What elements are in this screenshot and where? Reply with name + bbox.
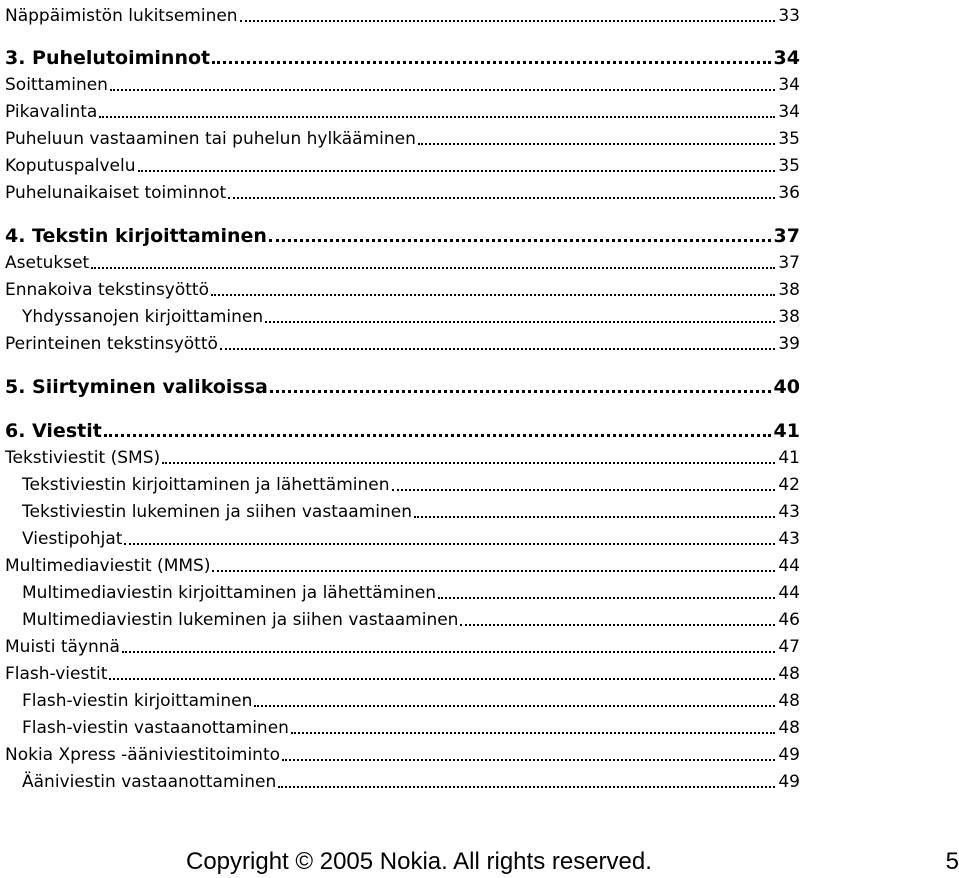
toc-entry-label: Puhelunaikaiset toiminnot xyxy=(5,183,227,203)
toc-entry-label: Ääniviestin vastaanottaminen xyxy=(22,772,277,792)
toc-page-number: 36 xyxy=(778,183,800,203)
toc-page-number: 48 xyxy=(778,664,800,684)
toc-page-number: 49 xyxy=(778,745,800,765)
dot-leader xyxy=(138,170,775,172)
dot-leader xyxy=(212,570,775,572)
toc-entry-label: Muisti täynnä xyxy=(5,637,120,657)
toc-page-number: 38 xyxy=(778,307,800,327)
toc-entry-label: Flash-viestin vastaanottaminen xyxy=(22,718,289,738)
toc-entry-label: Puheluun vastaaminen tai puhelun hylkääminen xyxy=(5,129,416,149)
toc-page-number: 47 xyxy=(778,637,800,657)
toc-entry-label: Nokia Xpress -ääniviestitoiminto xyxy=(5,745,281,765)
toc-page-number: 49 xyxy=(778,772,800,792)
dot-leader xyxy=(254,705,775,707)
dot-leader xyxy=(220,348,775,350)
toc-chapter-row xyxy=(5,371,800,398)
toc-entry-label: Näppäimistön lukitseminen xyxy=(5,6,238,26)
toc-page-number: 33 xyxy=(778,6,800,26)
dot-leader xyxy=(392,489,775,491)
dot-leader xyxy=(269,239,771,242)
toc-entry-row xyxy=(5,523,800,550)
toc-entry-row xyxy=(5,247,800,274)
toc-page-number: 44 xyxy=(778,583,800,603)
toc-entry-row xyxy=(5,658,800,685)
toc-page-number: 40 xyxy=(773,376,800,398)
toc-chapter-row xyxy=(5,42,800,69)
copyright-notice: Copyright © 2005 Nokia. All rights reserved. xyxy=(186,848,652,875)
toc-entry-label: 4. Tekstin kirjoittaminen xyxy=(5,225,267,247)
toc-entry-row xyxy=(5,328,800,355)
toc-entry-label: Multimediaviestin lukeminen ja siihen vastaaminen xyxy=(22,610,459,630)
toc-page-number: 37 xyxy=(773,225,800,247)
dot-leader xyxy=(278,786,775,788)
dot-leader xyxy=(270,390,771,393)
toc-entry-row xyxy=(5,739,800,766)
dot-leader xyxy=(110,89,775,91)
toc-entry-row xyxy=(5,69,800,96)
toc-entry-label: 6. Viestit xyxy=(5,420,102,442)
dot-leader xyxy=(228,197,775,199)
dot-leader xyxy=(438,597,775,599)
dot-leader xyxy=(109,678,775,680)
toc-page-number: 38 xyxy=(778,280,800,300)
dot-leader xyxy=(211,294,775,296)
toc-page-number: 46 xyxy=(778,610,800,630)
dot-leader xyxy=(240,20,775,22)
toc-page-number: 43 xyxy=(778,502,800,522)
toc-page-number: 35 xyxy=(778,156,800,176)
toc-entry-label: Koputuspalvelu xyxy=(5,156,136,176)
toc-entry-label: Ennakoiva tekstinsyöttö xyxy=(5,280,209,300)
toc-page-number: 41 xyxy=(773,420,800,442)
toc-entry-row xyxy=(5,469,800,496)
dot-leader xyxy=(282,759,775,761)
toc-page-number: 34 xyxy=(778,102,800,122)
toc-page-number: 35 xyxy=(778,129,800,149)
toc-entry-label: 3. Puhelutoiminnot xyxy=(5,47,211,69)
toc-page-number: 48 xyxy=(778,691,800,711)
dot-leader xyxy=(104,434,771,437)
toc-entry-label: Viestipohjat xyxy=(22,529,123,549)
toc-entry-row xyxy=(5,685,800,712)
toc-entry-row xyxy=(5,496,800,523)
toc-entry-row xyxy=(5,123,800,150)
toc-entry-label: Yhdyssanojen kirjoittaminen xyxy=(22,307,264,327)
toc-entry-row xyxy=(5,766,800,793)
toc-entry-row xyxy=(5,0,800,27)
toc-page-number: 42 xyxy=(778,475,800,495)
toc-entry-row xyxy=(5,550,800,577)
toc-entry-row xyxy=(5,631,800,658)
toc-page-number: 39 xyxy=(778,334,800,354)
dot-leader xyxy=(265,321,775,323)
toc-page-number: 44 xyxy=(778,556,800,576)
dot-leader xyxy=(418,143,775,145)
toc-entry-row xyxy=(5,150,800,177)
toc-entry-label: Multimediaviestin kirjoittaminen ja lähettäminen xyxy=(22,583,436,603)
toc-entry-row xyxy=(5,96,800,123)
toc-page-number: 41 xyxy=(778,448,800,468)
toc-page-number: 37 xyxy=(778,253,800,273)
dot-leader xyxy=(291,732,775,734)
toc-entry-label: Pikavalinta xyxy=(5,102,98,122)
toc-page-number: 34 xyxy=(778,75,800,95)
dot-leader xyxy=(124,543,775,545)
toc-entry-row xyxy=(5,604,800,631)
page-number: 5 xyxy=(945,848,959,875)
toc-entry-row xyxy=(5,712,800,739)
toc-entry-label: Tekstiviestit (SMS) xyxy=(5,448,161,468)
toc-page-number: 43 xyxy=(778,529,800,549)
toc-entry-row xyxy=(5,442,800,469)
toc-entry-label: Tekstiviestin kirjoittaminen ja lähettäminen xyxy=(22,475,390,495)
dot-leader xyxy=(91,267,775,269)
toc-entry-label: 5. Siirtyminen valikoissa xyxy=(5,376,268,398)
toc-entry-label: Perinteinen tekstinsyöttö xyxy=(5,334,218,354)
toc-entry-label: Asetukset xyxy=(5,253,90,273)
dot-leader xyxy=(212,61,770,64)
toc-entry-row xyxy=(5,301,800,328)
dot-leader xyxy=(122,651,775,653)
page-footer xyxy=(186,846,959,878)
toc-chapter-row xyxy=(5,415,800,442)
toc-chapter-row xyxy=(5,220,800,247)
toc-entry-row xyxy=(5,577,800,604)
dot-leader xyxy=(414,516,775,518)
toc-entry-label: Tekstiviestin lukeminen ja siihen vastaaminen xyxy=(22,502,412,522)
toc-entry-label: Flash-viestit xyxy=(5,664,108,684)
toc-page-number: 34 xyxy=(773,47,800,69)
toc-entry-row xyxy=(5,177,800,204)
toc-entry-row xyxy=(5,274,800,301)
dot-leader xyxy=(99,116,775,118)
dot-leader xyxy=(162,462,775,464)
dot-leader xyxy=(460,624,775,626)
toc-entry-label: Soittaminen xyxy=(5,75,108,95)
toc-entry-label: Multimediaviestit (MMS) xyxy=(5,556,211,576)
toc-page-number: 48 xyxy=(778,718,800,738)
toc-entry-label: Flash-viestin kirjoittaminen xyxy=(22,691,253,711)
